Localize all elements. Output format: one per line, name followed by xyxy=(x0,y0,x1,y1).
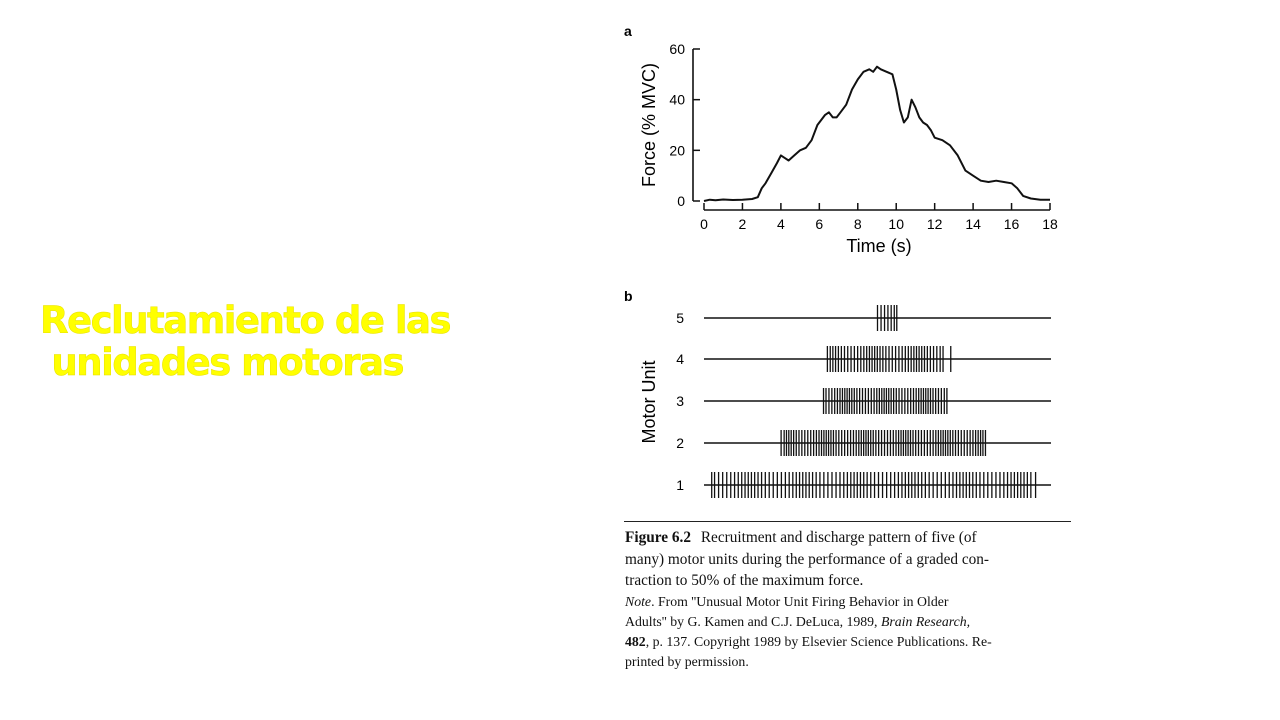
force-chart xyxy=(624,23,1058,256)
force-line xyxy=(704,67,1050,201)
note-line-1 xyxy=(625,592,1075,612)
panel-a-label: a xyxy=(624,23,632,39)
y-tick-label: 60 xyxy=(669,41,685,57)
y-tick-label: 0 xyxy=(677,193,685,209)
x-tick-label: 6 xyxy=(815,216,824,232)
figure-caption xyxy=(625,527,1075,673)
note-line-2 xyxy=(625,612,1075,632)
caption-line-2: many) motor units during the performance of a graded con- xyxy=(625,550,990,568)
x-tick-label: 16 xyxy=(1003,216,1020,232)
unit-label: 3 xyxy=(676,393,684,409)
x-tick-label: 8 xyxy=(853,216,862,232)
x-axis-label: Time (s) xyxy=(846,236,912,256)
note-line-4: printed by permission. xyxy=(625,654,749,670)
y-tick-label: 40 xyxy=(669,91,685,108)
unit-label: 1 xyxy=(676,477,684,493)
unit-label: 5 xyxy=(676,310,684,326)
slide-title-line-1: Reclutamiento de las xyxy=(40,299,450,342)
slide-title-line-2: unidades motoras xyxy=(40,341,403,384)
note-line-3 xyxy=(625,632,1075,652)
note-journal: Brain Research, xyxy=(880,613,971,629)
x-tick-label: 2 xyxy=(738,216,747,232)
caption-line-3: traction to 50% of the maximum force. xyxy=(625,572,864,590)
force-axes xyxy=(669,41,1058,232)
x-tick-label: 14 xyxy=(965,216,981,232)
x-tick-label: 10 xyxy=(888,216,905,232)
x-tick-label: 12 xyxy=(926,216,943,232)
x-tick-label: 4 xyxy=(776,216,785,232)
y-axis-label: Force (% MVC) xyxy=(639,62,659,188)
x-tick-label: 18 xyxy=(1042,216,1058,232)
caption-text-1: Recruitment and discharge pattern of five (of xyxy=(700,529,977,546)
note-label: Note xyxy=(625,593,652,609)
panel-b-label: b xyxy=(624,288,633,304)
y-tick-label: 20 xyxy=(669,142,685,159)
caption-line-1 xyxy=(625,527,1075,549)
note-text-1: . From ''Unusual Motor Unit Firing Behavior in Older xyxy=(651,593,949,609)
x-tick-label: 0 xyxy=(700,216,708,232)
unit-label: 2 xyxy=(676,435,684,451)
note-text-3: , p. 137. Copyright 1989 by Elsevier Science Publications. Re- xyxy=(645,634,992,650)
spike-trains xyxy=(676,305,1051,498)
unit-label: 4 xyxy=(676,351,684,367)
raster-chart xyxy=(624,288,1051,498)
motor-unit-axis-label: Motor Unit xyxy=(639,360,659,444)
note-text-2: Adults'' by G. Kamen and C.J. DeLuca, 1989, xyxy=(625,613,881,629)
caption-head: Figure 6.2 xyxy=(625,529,691,546)
note-volume: 482 xyxy=(625,634,646,650)
caption-rule xyxy=(624,521,1071,522)
